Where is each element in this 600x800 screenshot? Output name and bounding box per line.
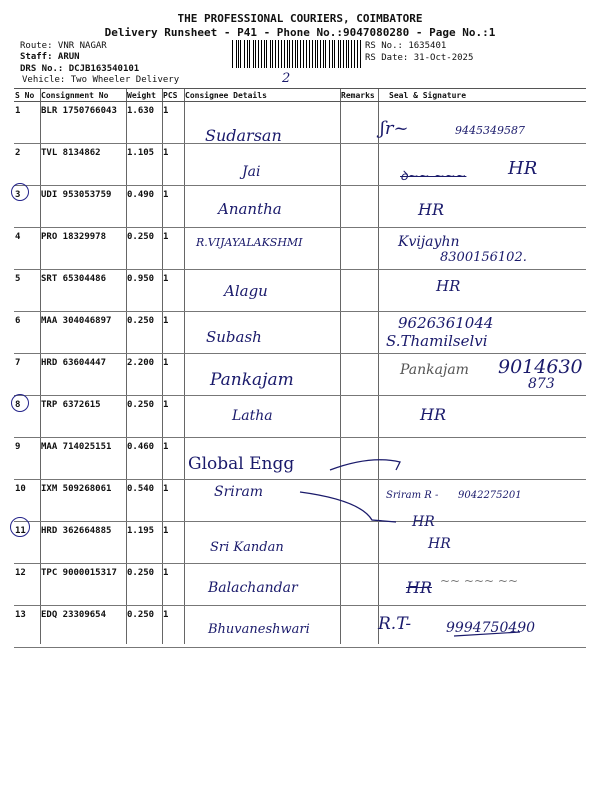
hw-name-11: Sri Kandan <box>210 540 284 555</box>
row-weight: 1.105 <box>127 148 155 158</box>
hw-sign-8: HR <box>420 405 446 424</box>
row-weight: 0.250 <box>127 568 155 578</box>
hw-sign-6a: 9626361044 <box>398 314 494 332</box>
header-weight: Weight <box>127 90 156 100</box>
row-consignment: HRD 362664885 <box>41 526 112 536</box>
row-weight: 0.250 <box>127 316 155 326</box>
handwritten-count: 2 <box>282 71 291 86</box>
hw-sign-6b: S.Thamilselvi <box>386 332 488 350</box>
row-weight: 1.195 <box>127 526 155 536</box>
row-pcs: 1 <box>163 484 169 494</box>
staff-label: Staff: ARUN <box>20 52 80 62</box>
row-sno: 2 <box>15 148 21 158</box>
row-pcs: 1 <box>163 274 169 284</box>
row-consignment: TPC 9000015317 <box>41 568 117 578</box>
hw-strike-2: ꝺ~~ ~~~ <box>400 169 467 184</box>
hw-name-9: Global Engg <box>188 454 295 474</box>
row-weight: 0.490 <box>127 190 155 200</box>
row-weight: 0.250 <box>127 400 155 410</box>
hw-sign-13b: 9994750490 <box>446 620 536 636</box>
row-weight: 0.460 <box>127 442 155 452</box>
drs-number: DRS No.: DCJB163540101 <box>20 64 140 74</box>
row-weight: 0.950 <box>127 274 155 284</box>
row-weight: 2.200 <box>127 358 155 368</box>
row-pcs: 1 <box>163 190 169 200</box>
hw-sign-11b: HR <box>428 536 451 552</box>
hw-sign-13a: R.T- <box>378 614 412 634</box>
hw-name-3: Anantha <box>218 200 282 218</box>
row-pcs: 1 <box>163 106 169 116</box>
hw-sign-12: HR <box>406 578 432 597</box>
vehicle-label: Vehicle: Two Wheeler Delivery <box>22 75 180 85</box>
hw-sign-3: HR <box>418 200 444 219</box>
runsheet-subtitle: Delivery Runsheet - P41 - Phone No.:9047080280 - Page No.:1 <box>104 26 496 39</box>
row-weight: 0.250 <box>127 232 155 242</box>
row-consignment: SRT 65304486 <box>41 274 107 284</box>
row-sno: 4 <box>15 232 21 242</box>
hw-name-6: Subash <box>206 328 262 346</box>
hw-name-12: Balachandar <box>208 580 298 596</box>
header-remarks: Remarks <box>341 90 375 100</box>
hw-scribble-7: Pankajam <box>400 362 469 378</box>
hw-scribble-1: ʃr~ <box>380 118 409 139</box>
row-consignment: HRD 63604447 <box>41 358 107 368</box>
row-pcs: 1 <box>163 442 169 452</box>
route-label: Route: VNR NAGAR <box>20 41 107 51</box>
hw-name-5: Alagu <box>224 282 268 300</box>
rs-date: RS Date: 31-Oct-2025 <box>365 53 474 63</box>
hw-scribble-12: ~~ ~~~ ~~ <box>440 574 519 588</box>
row-sno: 12 <box>15 568 26 578</box>
row-consignment: MAA 714025151 <box>41 442 112 452</box>
row-consignment: EDQ 23309654 <box>41 610 107 620</box>
row-sno: 3 <box>15 190 21 200</box>
rs-number: RS No.: 1635401 <box>365 41 447 51</box>
hw-sign-11a: HR <box>412 514 435 530</box>
hw-sign-7a: 9014630 <box>498 356 583 378</box>
row-consignment: UDI 953053759 <box>41 190 112 200</box>
row-consignment: IXM 509268061 <box>41 484 112 494</box>
header-consignee: Consignee Details <box>185 90 267 100</box>
row-sno: 5 <box>15 274 21 284</box>
row-pcs: 1 <box>163 610 169 620</box>
hw-name-4: R.VIJAYALAKSHMI <box>196 236 303 249</box>
hw-sign-4: 8300156102. <box>440 250 527 265</box>
header-sno: S No <box>15 90 35 100</box>
hw-scribble-10: Sriram R - <box>386 490 439 501</box>
hw-sign-7b: 873 <box>528 376 555 392</box>
hw-name-10: Sriram <box>214 484 264 500</box>
hw-sign-1: 9445349587 <box>455 124 525 137</box>
hw-name-13: Bhuvaneshwari <box>208 622 310 637</box>
company-title: THE PROFESSIONAL COURIERS, COIMBATORE <box>177 12 423 25</box>
row-sno: 10 <box>15 484 26 494</box>
row-sno: 7 <box>15 358 21 368</box>
row-weight: 0.250 <box>127 610 155 620</box>
hw-sign-2: HR <box>508 158 538 179</box>
row-sno: 11 <box>15 526 26 536</box>
row-pcs: 1 <box>163 232 169 242</box>
header-seal: Seal & Signature <box>389 90 467 100</box>
hw-name-8: Latha <box>232 408 273 424</box>
row-consignment: MAA 304046897 <box>41 316 112 326</box>
row-sno: 8 <box>15 400 21 410</box>
hw-scribble-4: Kvijayhn <box>398 234 460 250</box>
hw-sign-5: HR <box>436 277 461 295</box>
hw-name-1: Sudarsan <box>205 126 282 145</box>
row-pcs: 1 <box>163 568 169 578</box>
row-sno: 9 <box>15 442 21 452</box>
hw-name-2: Jai <box>242 164 261 180</box>
header-pcs: PCS <box>163 90 178 100</box>
row-sno: 1 <box>15 106 21 116</box>
header-consignment: Consignment No <box>41 90 109 100</box>
row-consignment: PRO 18329978 <box>41 232 107 242</box>
row-pcs: 1 <box>163 358 169 368</box>
row-sno: 6 <box>15 316 21 326</box>
row-weight: 0.540 <box>127 484 155 494</box>
row-pcs: 1 <box>163 316 169 326</box>
row-consignment: BLR 1750766043 <box>41 106 117 116</box>
hw-sign-10: 9042275201 <box>458 490 522 501</box>
hw-name-7: Pankajam <box>210 370 294 390</box>
row-weight: 1.630 <box>127 106 155 116</box>
row-consignment: TRP 6372615 <box>41 400 101 410</box>
row-sno: 13 <box>15 610 26 620</box>
row-pcs: 1 <box>163 526 169 536</box>
row-consignment: TVL 8134862 <box>41 148 101 158</box>
row-pcs: 1 <box>163 148 169 158</box>
row-pcs: 1 <box>163 400 169 410</box>
